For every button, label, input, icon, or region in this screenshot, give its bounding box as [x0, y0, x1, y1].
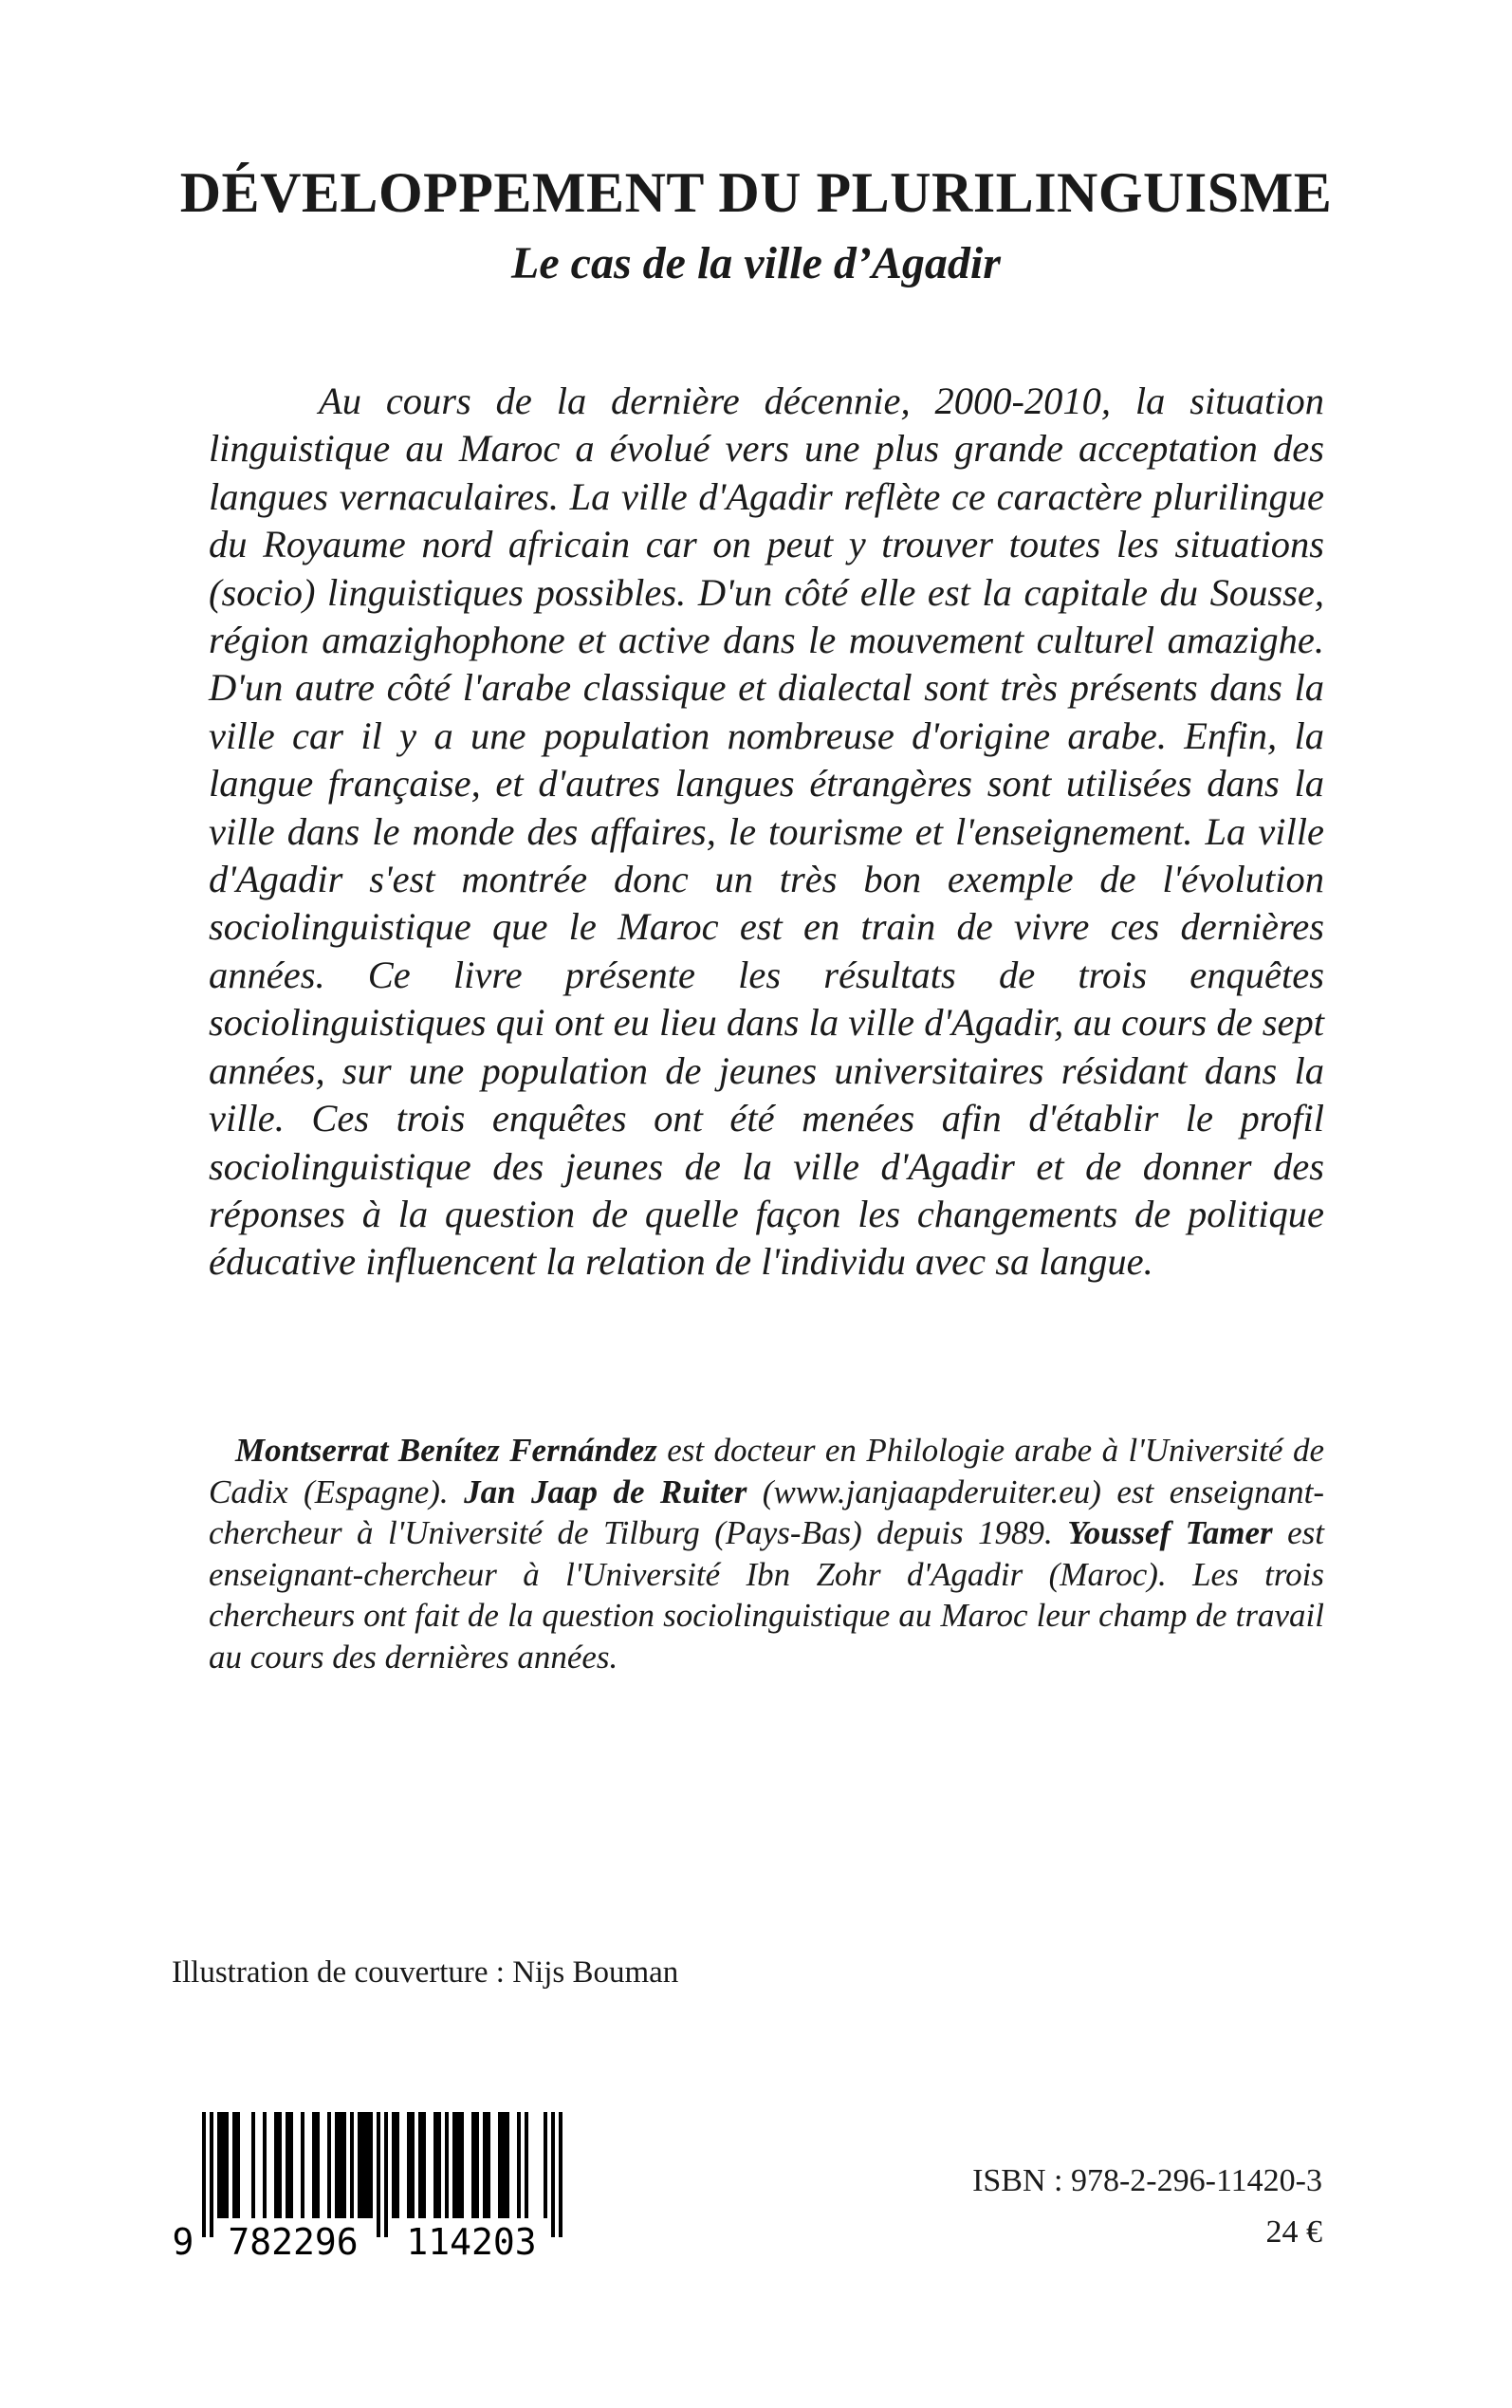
barcode-bar	[422, 2112, 426, 2218]
barcode-bar	[487, 2112, 490, 2218]
price: 24 €	[1265, 2214, 1322, 2250]
barcode-digits	[173, 2221, 537, 2258]
barcode-bar	[251, 2112, 255, 2218]
barcode-bar	[327, 2112, 331, 2218]
barcode-bar	[437, 2112, 441, 2218]
barcode-bar	[396, 2112, 399, 2218]
barcode-bar	[433, 2112, 437, 2218]
barcode-bar	[525, 2112, 528, 2218]
barcode-bar	[301, 2112, 304, 2218]
illustration-credit: Illustration de couverture : Nijs Bouman	[172, 1955, 679, 1990]
barcode-bar	[384, 2112, 388, 2237]
barcode-bar	[407, 2112, 411, 2218]
barcode-bar	[418, 2112, 422, 2218]
book-summary: Au cours de la dernière décennie, 2000-2010, la situation linguistique au Maroc a évolué vers une plus grande acceptation des langues vernaculaires. La ville d'Agadir reflète ce caractère plurilingue du Royaume nord africain car on peut y trouver toutes les situations (socio) linguistiques possibles. D'un côté elle est la capitale du Sousse, région amazighophone et active dans le mouvement culturel amazighe. D'un autre côté l'arabe classique et dialectal sont très présents dans la ville car il y a une population nombreuse d'origine arabe. Enfin, la langue française, et d'autres langues étrangères sont utilisées dans la ville dans le monde des affaires, le tourisme et l'enseignement. La ville d'Agadir s'est montrée donc un très bon exemple de l'évolution sociolinguistique que le Maroc est en train de vivre ces dernières années. Ce livre présente les résultats de trois enquêtes sociolinguistiques qui ont eu lieu dans la ville d'Agadir, au cours de sept années, sur une population de jeunes universitaires résidant dans la ville. Ces trois enquêtes ont été menées afin d'établir le profil sociolinguistique des jeunes de la ville d'Agadir et de donner des réponses à la question de quelle façon les changements de politique éducative influencent la relation de l'individu avec sa langue.	[209, 380, 1324, 1284]
barcode-bar	[221, 2112, 225, 2218]
barcode-bar	[312, 2112, 316, 2218]
barcode-bar	[502, 2112, 506, 2218]
barcode-bar	[358, 2112, 361, 2218]
author-name-de-ruiter: Jan Jaap de Ruiter	[464, 1473, 747, 1510]
barcode-bar	[236, 2112, 240, 2218]
barcode-graphic	[172, 2108, 581, 2258]
barcode-bar	[286, 2112, 289, 2218]
barcode-digit-group: 114203	[406, 2221, 537, 2258]
barcode-bar	[471, 2112, 475, 2218]
barcode-bars	[202, 2112, 562, 2237]
barcode-bar	[460, 2112, 464, 2218]
barcode-digit-group: 782296	[228, 2221, 359, 2258]
barcode-bar	[517, 2112, 521, 2218]
barcode-bar	[411, 2112, 415, 2218]
barcode-bar	[339, 2112, 342, 2218]
barcode-bar	[210, 2112, 213, 2237]
barcode-bar	[483, 2112, 487, 2218]
author-bio-benitez: est docteur en Philologie arabe à l'Université de Cadix (Espagne).	[209, 1432, 1324, 1510]
barcode-bar	[559, 2112, 562, 2237]
barcode-bar	[369, 2112, 373, 2218]
barcode-bar	[445, 2112, 449, 2218]
barcode-bar	[289, 2112, 293, 2218]
barcode-bar	[506, 2112, 509, 2218]
barcode-bar	[232, 2112, 236, 2218]
barcode-digit-group: 9	[172, 2221, 194, 2258]
barcode-bar	[377, 2112, 380, 2237]
barcode-bar	[316, 2112, 320, 2218]
author-bio-de-ruiter: (www.janjaapderuiter.eu) est enseignant-chercheur à l'Université de Tilburg (Pays-Bas) depuis 1989.	[209, 1473, 1324, 1551]
barcode-bar	[350, 2112, 354, 2218]
barcode-bar	[392, 2112, 396, 2218]
barcode-bar	[202, 2112, 206, 2237]
barcode-bar	[544, 2112, 547, 2218]
isbn-barcode	[172, 2108, 581, 2258]
book-subtitle: Le cas de la ville d’Agadir	[511, 238, 1001, 288]
barcode-bar	[278, 2112, 282, 2218]
barcode-bar	[217, 2112, 221, 2218]
barcode-bar	[475, 2112, 479, 2218]
barcode-bar	[456, 2112, 460, 2218]
barcode-bar	[342, 2112, 346, 2218]
barcode-bar	[274, 2112, 278, 2218]
barcode-bar	[498, 2112, 502, 2218]
author-name-benitez: Montserrat Benítez Fernández	[235, 1432, 657, 1469]
barcode-bar	[335, 2112, 339, 2218]
book-title: DÉVELOPPEMENT DU PLURILINGUISME	[179, 161, 1333, 224]
isbn-number: ISBN : 978-2-296-11420-3	[972, 2163, 1322, 2198]
author-bios	[209, 1430, 1324, 1677]
barcode-bar	[361, 2112, 365, 2218]
author-name-tamer: Youssef Tamer	[1067, 1514, 1273, 1551]
author-bio-tamer: est enseignant-chercheur à l'Université Ibn Zohr d'Agadir (Maroc). Les trois chercheurs ont fait de la question sociolinguistique au Maroc leur champ de travail au cours des dernières années.	[209, 1514, 1324, 1676]
barcode-bar	[452, 2112, 456, 2218]
barcode-bar	[551, 2112, 555, 2237]
barcode-bar	[365, 2112, 369, 2218]
barcode-bar	[263, 2112, 267, 2218]
barcode-bar	[225, 2112, 229, 2218]
